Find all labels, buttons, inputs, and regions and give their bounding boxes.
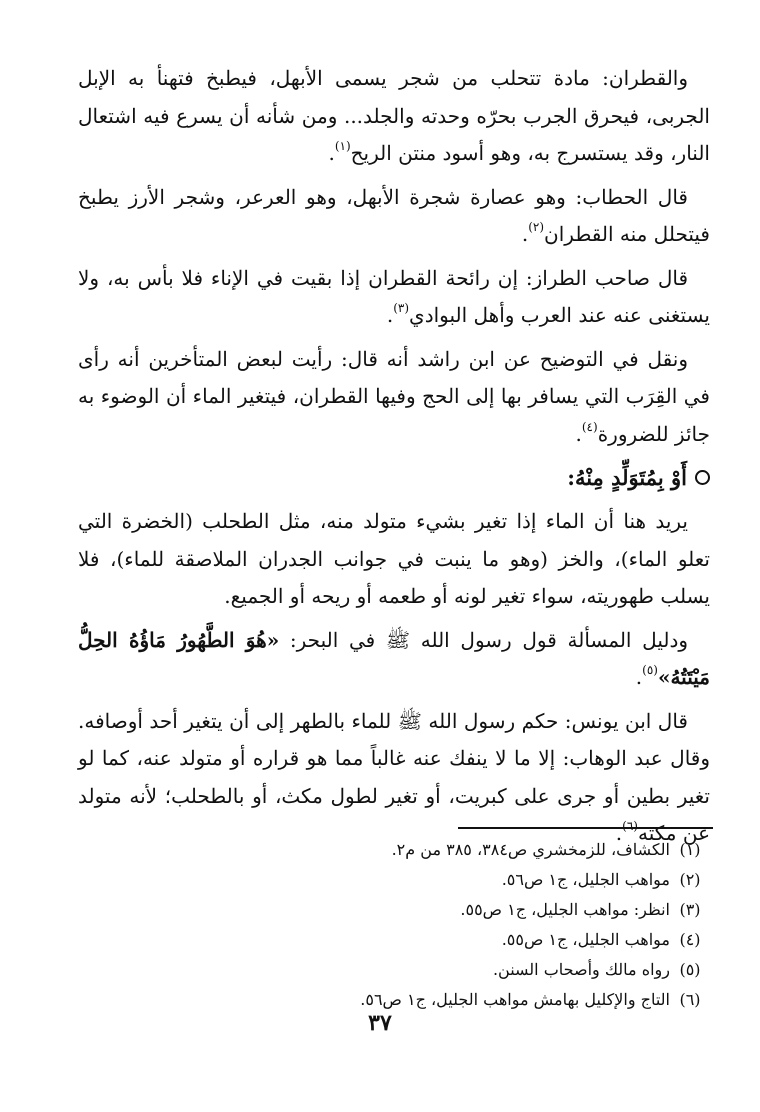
footnote-number: (٤) [679, 930, 701, 949]
footnote-ref-4[interactable]: (٤) [581, 419, 598, 434]
footnote-text: مواهب الجليل، ج١ ص٥٦. [501, 870, 670, 889]
paragraph-ibn-yunus-quote: قال ابن يونس: حكم رسول الله ﷺ للماء بالطهر إلى أن يتغير أحد أوصافه. وقال عبد الوهاب: إلا ما لا ينفك عنه غالباً مما هو قراره أو متولد عنه، كما لو تغير بطين أو جرى على كبريت، أو تغير لطول مكث، أو بالطحلب؛ لأنه متولد عن مكثه$^{(٦)}$. [78, 708, 710, 845]
footnote-text: مواهب الجليل، ج١ ص٥٥. [501, 930, 670, 949]
footnote-number: (١) [679, 840, 701, 859]
hadith-quote: «هُوَ الطَّهُورُ مَاؤُهُ الحِلُّ مَيْتَتُهُ» [78, 627, 710, 689]
footnote-text: انظر: مواهب الجليل، ج١ ص٥٥. [460, 900, 670, 919]
circle-bullet-icon [695, 470, 710, 485]
paragraph-mutawallid-explanation: يريد هنا أن الماء إذا تغير بشيء متولد منه، مثل الطحلب (الخضرة التي تعلو الماء)، والخز (وهو ما ينبت في جوانب الجدران الملاصقة للماء)، فلا يسلب طهوريته، سواء تغير لونه أو طعمه أو ريحه أو الجميع. [78, 509, 710, 608]
footnote-ref-5[interactable]: (٥) [642, 663, 658, 678]
footnote-item [78, 955, 710, 985]
paragraph-qatran-definition: والقطران: مادة تتحلب من شجر يسمى الأبهل، فيطبخ فتهنأ به الإبل الجربى، فيحرق الجرب بحرّه وحدته والجلد... ومن شأنه أن يسرع فيه اشتعال النار، وقد يستسرج به، وهو أسود منتن الريح$^{(١)}$. [78, 66, 710, 165]
footnote-number: (٣) [679, 900, 701, 919]
footnote-ref-2[interactable]: (٢) [528, 220, 545, 235]
footnote-item [78, 835, 710, 865]
footnote-text: التاج والإكليل بهامش مواهب الجليل، ج١ ص٥٦. [360, 990, 670, 1009]
section-heading: أَوْ بِمُتَوَلِّدٍ مِنْهُ: [78, 459, 710, 497]
footnote-ref-1[interactable]: (١) [334, 139, 351, 154]
footnotes-list [78, 835, 710, 1015]
footnote-item [78, 865, 710, 895]
footnote-number: (٢) [679, 870, 701, 889]
footnote-item [78, 895, 710, 925]
footnote-text: الكشاف، للزمخشري ص٣٨٤، ٣٨٥ من م٢. [391, 840, 670, 859]
page-body [78, 60, 710, 859]
paragraph-evidence-hadith: ودليل المسألة قول رسول الله ﷺ في البحر: «هُوَ الطَّهُورُ مَاؤُهُ الحِلُّ مَيْتَتُهُ»$^{(٥)}$. [78, 627, 710, 689]
footnote-ref-3[interactable]: (٣) [393, 301, 410, 316]
footnote-ref-6[interactable]: (٦) [622, 819, 638, 834]
footnote-separator [458, 827, 713, 829]
paragraph-hattab-quote: قال الحطاب: وهو عصارة شجرة الأبهل، وهو العرعر، وشجر الأرز يطبخ فيتحلل منه القطران$^{(٢)}$. [78, 184, 710, 246]
footnote-item [78, 925, 710, 955]
page-number: ٣٧ [368, 1010, 392, 1036]
paragraph-tawdih-quote: ونقل في التوضيح عن ابن راشد أنه قال: رأيت لبعض المتأخرين أنه رأى في القِرَب التي يسافر بها إلى الحج وفيها القطران، فيتغير الماء أن الوضوء به جائز للضرورة$^{(٤)}$. [78, 346, 710, 446]
footnote-number: (٥) [679, 960, 701, 979]
paragraph-tiraz-quote: قال صاحب الطراز: إن رائحة القطران إذا بقيت في الإناء فلا بأس به، ولا يستغنى عنه عند العرب وأهل البوادي$^{(٣)}$. [78, 265, 710, 327]
footnote-number: (٦) [679, 990, 701, 1009]
footnote-text: رواه مالك وأصحاب السنن. [492, 960, 670, 979]
